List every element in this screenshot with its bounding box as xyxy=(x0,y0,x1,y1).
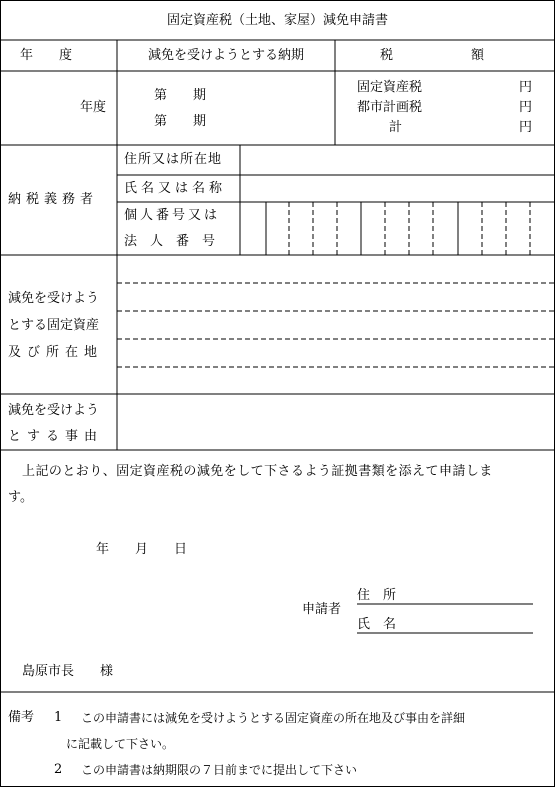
applicant-address-label: 住 所 xyxy=(357,588,397,603)
period-1-label: 第 期 xyxy=(154,88,207,103)
header-period: 減免を受けようとする納期 xyxy=(147,48,304,63)
number-label-line2: 法 人 番 号 xyxy=(124,234,216,249)
applicant-name-label: 氏 名 xyxy=(357,617,397,632)
note-1-line2: に記載して下さい。 xyxy=(66,737,175,751)
total-tax-unit: 円 xyxy=(519,120,533,135)
nendo-label: 年度 xyxy=(80,100,107,115)
property-tax-label: 固定資産税 xyxy=(357,80,423,95)
form-title: 固定資産税（土地、家屋）減免申請書 xyxy=(166,13,388,28)
notes-heading: 備考 xyxy=(8,710,35,725)
note-2-line1: この申請書は納期限の７日前までに提出して下さい xyxy=(81,763,358,777)
reason-label-line1: 減免を受けよう xyxy=(8,403,100,418)
name-label: 氏名又は名称 xyxy=(124,181,227,196)
city-planning-tax-label: 都市計画税 xyxy=(357,100,423,115)
city-planning-tax-unit: 円 xyxy=(519,100,533,115)
period-2-label: 第 期 xyxy=(154,114,207,129)
date-line: 年 月 日 xyxy=(96,542,188,557)
address-label: 住所又は所在地 xyxy=(124,152,223,167)
total-tax-label: 計 xyxy=(389,120,403,135)
applicant-label: 申請者 xyxy=(302,602,342,617)
note-1-line1: この申請書には減免を受けようとする固定資産の所在地及び事由を詳細 xyxy=(81,711,466,725)
property-label-line3: 及び所在地 xyxy=(8,345,104,360)
reason-label-line2: とする事由 xyxy=(8,429,104,444)
property-label-line1: 減免を受けよう xyxy=(8,291,100,306)
property-label-line2: とする固定資産 xyxy=(8,318,100,333)
addressee: 島原市長 様 xyxy=(22,664,114,679)
note-1-number: 1 xyxy=(54,710,63,725)
note-2-number: 2 xyxy=(54,762,63,777)
header-year: 年 度 xyxy=(20,48,73,63)
header-tax: 税 額 xyxy=(380,48,485,63)
number-label-line1: 個人番号又は xyxy=(124,208,221,223)
body-text-line1: 上記のとおり、固定資産税の減免をして下さるよう証拠書類を添えて申請しま xyxy=(22,464,493,479)
body-text-line2: す。 xyxy=(8,490,33,505)
property-tax-unit: 円 xyxy=(519,80,533,95)
taxpayer-label: 納税義務者 xyxy=(8,192,99,207)
